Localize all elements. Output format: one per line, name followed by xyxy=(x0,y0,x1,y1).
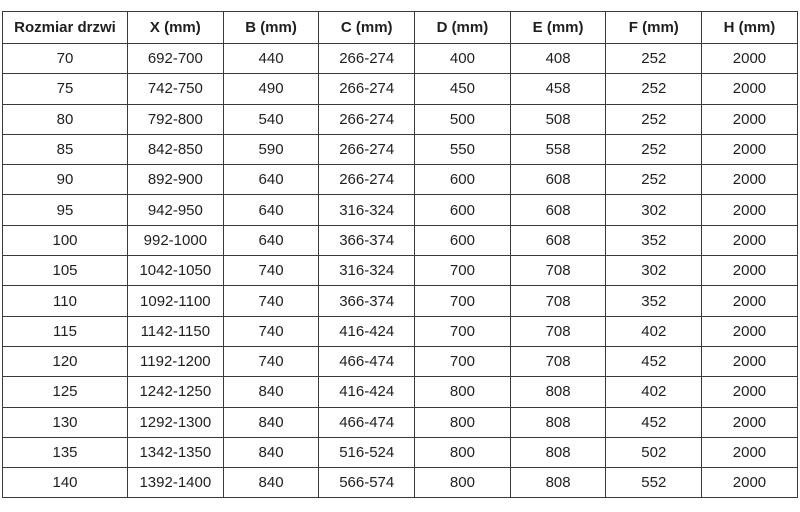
table-cell: 266-274 xyxy=(319,44,415,74)
header-row xyxy=(3,12,798,44)
table-cell: 416-424 xyxy=(319,316,415,346)
table-cell: 2000 xyxy=(702,165,798,195)
table-cell: 692-700 xyxy=(128,44,224,74)
table-cell: 2000 xyxy=(702,437,798,467)
table-cell: 402 xyxy=(606,316,702,346)
table-cell: 700 xyxy=(415,316,511,346)
table-cell: 2000 xyxy=(702,44,798,74)
column-header: D (mm) xyxy=(415,12,511,44)
table-cell: 1042-1050 xyxy=(128,256,224,286)
column-header: C (mm) xyxy=(319,12,415,44)
table-cell: 808 xyxy=(510,437,606,467)
table-cell: 2000 xyxy=(702,286,798,316)
table-cell: 302 xyxy=(606,195,702,225)
table-cell: 708 xyxy=(510,316,606,346)
table-cell: 808 xyxy=(510,407,606,437)
table-cell: 252 xyxy=(606,104,702,134)
table-cell: 740 xyxy=(223,286,319,316)
table-cell: 508 xyxy=(510,104,606,134)
table-cell: 808 xyxy=(510,377,606,407)
table-row xyxy=(3,468,798,498)
table-row xyxy=(3,74,798,104)
table-cell: 708 xyxy=(510,286,606,316)
table-row xyxy=(3,104,798,134)
column-header: F (mm) xyxy=(606,12,702,44)
table-cell: 558 xyxy=(510,134,606,164)
table-cell: 90 xyxy=(3,165,128,195)
table-cell: 466-474 xyxy=(319,346,415,376)
table-row xyxy=(3,346,798,376)
table-cell: 608 xyxy=(510,195,606,225)
table-cell: 708 xyxy=(510,256,606,286)
table-cell: 1392-1400 xyxy=(128,468,224,498)
table-cell: 266-274 xyxy=(319,165,415,195)
table-cell: 416-424 xyxy=(319,377,415,407)
table-cell: 2000 xyxy=(702,468,798,498)
table-cell: 800 xyxy=(415,437,511,467)
table-cell: 552 xyxy=(606,468,702,498)
table-cell: 2000 xyxy=(702,346,798,376)
table-cell: 450 xyxy=(415,74,511,104)
door-size-table xyxy=(2,11,798,498)
table-cell: 352 xyxy=(606,286,702,316)
table-cell: 316-324 xyxy=(319,256,415,286)
table-cell: 800 xyxy=(415,468,511,498)
table-cell: 550 xyxy=(415,134,511,164)
table-cell: 95 xyxy=(3,195,128,225)
table-cell: 800 xyxy=(415,377,511,407)
table-cell: 800 xyxy=(415,407,511,437)
table-cell: 608 xyxy=(510,165,606,195)
table-row xyxy=(3,165,798,195)
table-cell: 252 xyxy=(606,74,702,104)
table-cell: 502 xyxy=(606,437,702,467)
table-cell: 600 xyxy=(415,165,511,195)
table-cell: 840 xyxy=(223,407,319,437)
table-body xyxy=(3,44,798,498)
table-cell: 105 xyxy=(3,256,128,286)
table-cell: 1342-1350 xyxy=(128,437,224,467)
table-cell: 110 xyxy=(3,286,128,316)
table-cell: 1142-1150 xyxy=(128,316,224,346)
table-cell: 252 xyxy=(606,44,702,74)
table-cell: 1292-1300 xyxy=(128,407,224,437)
table-cell: 742-750 xyxy=(128,74,224,104)
table-cell: 366-374 xyxy=(319,286,415,316)
table-cell: 540 xyxy=(223,104,319,134)
table-cell: 566-574 xyxy=(319,468,415,498)
table-cell: 452 xyxy=(606,346,702,376)
table-cell: 708 xyxy=(510,346,606,376)
table-row xyxy=(3,256,798,286)
table-cell: 942-950 xyxy=(128,195,224,225)
table-cell: 840 xyxy=(223,377,319,407)
table-cell: 600 xyxy=(415,225,511,255)
table-row xyxy=(3,134,798,164)
table-cell: 125 xyxy=(3,377,128,407)
table-cell: 135 xyxy=(3,437,128,467)
table-cell: 266-274 xyxy=(319,104,415,134)
column-header: Rozmiar drzwi xyxy=(3,12,128,44)
table-cell: 130 xyxy=(3,407,128,437)
table-cell: 740 xyxy=(223,346,319,376)
table-cell: 500 xyxy=(415,104,511,134)
table-cell: 740 xyxy=(223,256,319,286)
table-cell: 700 xyxy=(415,286,511,316)
table-cell: 115 xyxy=(3,316,128,346)
column-header: B (mm) xyxy=(223,12,319,44)
table-row xyxy=(3,286,798,316)
table-cell: 100 xyxy=(3,225,128,255)
table-row xyxy=(3,225,798,255)
table-cell: 590 xyxy=(223,134,319,164)
table-cell: 452 xyxy=(606,407,702,437)
table-cell: 352 xyxy=(606,225,702,255)
table-cell: 2000 xyxy=(702,316,798,346)
table-cell: 402 xyxy=(606,377,702,407)
table-cell: 302 xyxy=(606,256,702,286)
table-cell: 842-850 xyxy=(128,134,224,164)
table-cell: 892-900 xyxy=(128,165,224,195)
table-cell: 640 xyxy=(223,195,319,225)
table-cell: 70 xyxy=(3,44,128,74)
table-cell: 2000 xyxy=(702,134,798,164)
table-cell: 2000 xyxy=(702,225,798,255)
table-cell: 2000 xyxy=(702,104,798,134)
table-cell: 140 xyxy=(3,468,128,498)
table-cell: 2000 xyxy=(702,407,798,437)
table-cell: 840 xyxy=(223,468,319,498)
table-cell: 640 xyxy=(223,165,319,195)
table-row xyxy=(3,195,798,225)
table-cell: 252 xyxy=(606,165,702,195)
table-cell: 440 xyxy=(223,44,319,74)
table-cell: 266-274 xyxy=(319,134,415,164)
table-row xyxy=(3,437,798,467)
table-cell: 600 xyxy=(415,195,511,225)
table-cell: 80 xyxy=(3,104,128,134)
table-cell: 2000 xyxy=(702,74,798,104)
table-cell: 408 xyxy=(510,44,606,74)
table-cell: 366-374 xyxy=(319,225,415,255)
table-cell: 2000 xyxy=(702,195,798,225)
table-cell: 700 xyxy=(415,346,511,376)
table-cell: 1092-1100 xyxy=(128,286,224,316)
table-cell: 808 xyxy=(510,468,606,498)
table-cell: 85 xyxy=(3,134,128,164)
table-cell: 516-524 xyxy=(319,437,415,467)
table-cell: 75 xyxy=(3,74,128,104)
table-cell: 608 xyxy=(510,225,606,255)
column-header: X (mm) xyxy=(128,12,224,44)
table-cell: 2000 xyxy=(702,256,798,286)
table-cell: 400 xyxy=(415,44,511,74)
table-cell: 2000 xyxy=(702,377,798,407)
table-cell: 490 xyxy=(223,74,319,104)
table-cell: 316-324 xyxy=(319,195,415,225)
table-row xyxy=(3,407,798,437)
column-header: H (mm) xyxy=(702,12,798,44)
table-cell: 700 xyxy=(415,256,511,286)
table-cell: 466-474 xyxy=(319,407,415,437)
table-row xyxy=(3,44,798,74)
table-cell: 252 xyxy=(606,134,702,164)
table-cell: 640 xyxy=(223,225,319,255)
table-cell: 120 xyxy=(3,346,128,376)
table-cell: 992-1000 xyxy=(128,225,224,255)
table-row xyxy=(3,377,798,407)
table-row xyxy=(3,316,798,346)
table-cell: 740 xyxy=(223,316,319,346)
table-cell: 840 xyxy=(223,437,319,467)
table-cell: 792-800 xyxy=(128,104,224,134)
table-cell: 266-274 xyxy=(319,74,415,104)
table-cell: 1192-1200 xyxy=(128,346,224,376)
table-cell: 1242-1250 xyxy=(128,377,224,407)
table-cell: 458 xyxy=(510,74,606,104)
column-header: E (mm) xyxy=(510,12,606,44)
